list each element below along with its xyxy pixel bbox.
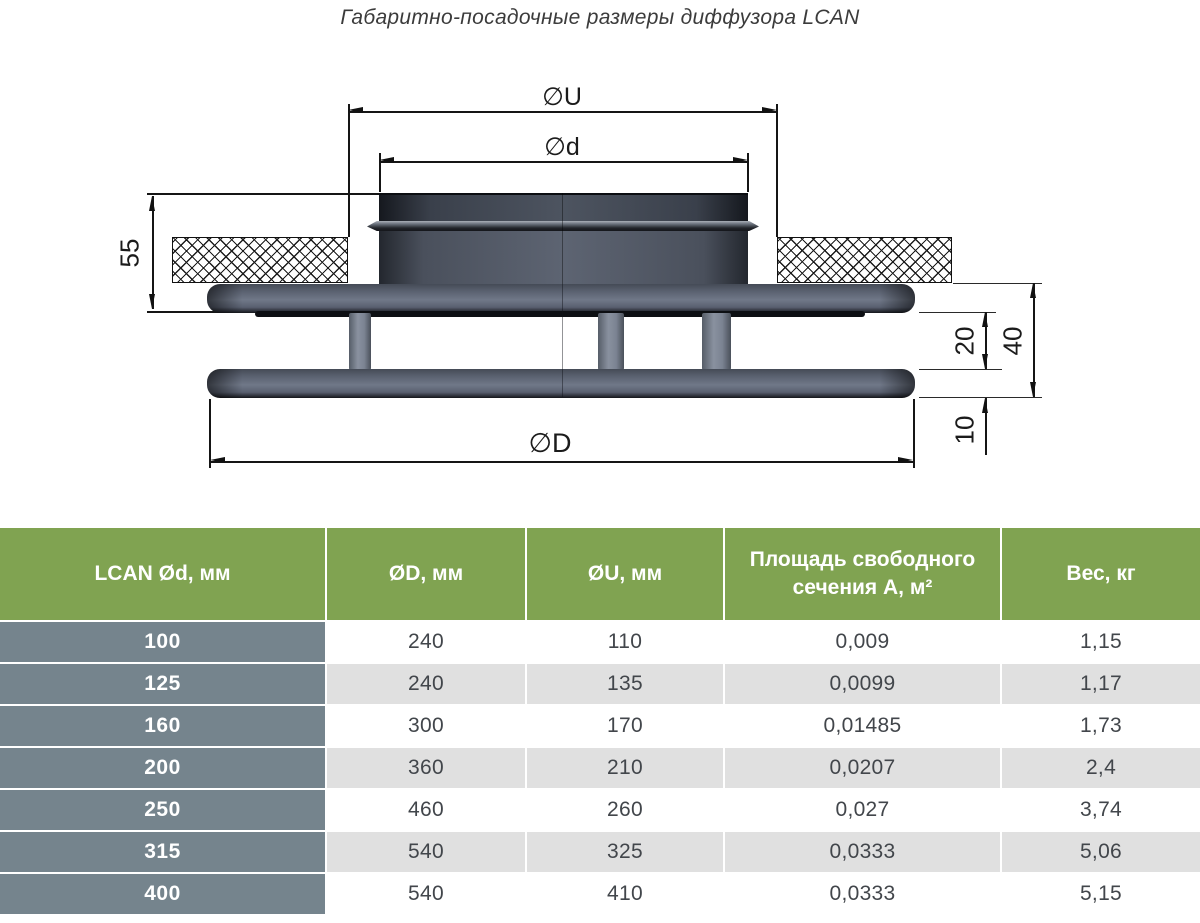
cell-D: 360 (327, 748, 525, 788)
table-row (0, 664, 1200, 704)
cell-size: 400 (0, 874, 325, 914)
cell-size: 315 (0, 832, 325, 872)
cell-size: 200 (0, 748, 325, 788)
cell-weight: 5,06 (1002, 832, 1200, 872)
cell-area: 0,01485 (725, 706, 1000, 746)
dim-label-20: 20 (949, 326, 980, 356)
table-header-U: ØU, мм (527, 528, 723, 620)
dim-label-40: 40 (997, 326, 1028, 356)
arrowhead (898, 457, 913, 463)
cell-U: 210 (527, 748, 723, 788)
cell-size: 160 (0, 706, 325, 746)
extension-line (919, 397, 1042, 398)
dim-label-10: 10 (949, 415, 980, 445)
extension-line (913, 399, 915, 468)
cell-weight: 1,15 (1002, 622, 1200, 662)
cell-U: 260 (527, 790, 723, 830)
table-row (0, 706, 1200, 746)
cell-weight: 3,74 (1002, 790, 1200, 830)
cell-U: 410 (527, 874, 723, 914)
extension-line (776, 104, 778, 237)
cell-weight: 2,4 (1002, 748, 1200, 788)
cell-D: 540 (327, 874, 525, 914)
upper-plate (207, 284, 915, 313)
arrowhead (982, 312, 988, 327)
collar-center-seam (562, 193, 563, 286)
extension-line (147, 193, 379, 195)
arrowhead (210, 457, 225, 463)
cell-weight: 1,73 (1002, 706, 1200, 746)
table-header-free-area: Площадь свободного сечения А, м² (725, 528, 1000, 620)
extension-line (919, 369, 1002, 370)
table-row (0, 832, 1200, 872)
arrowhead (379, 157, 394, 163)
cell-D: 300 (327, 706, 525, 746)
cell-weight: 5,15 (1002, 874, 1200, 914)
dim-label-D: ∅D (528, 428, 572, 458)
ceiling-hatch-left (172, 237, 348, 283)
table-row (0, 790, 1200, 830)
cell-weight: 1,17 (1002, 664, 1200, 704)
ceiling-hatch-right (777, 237, 952, 283)
table-row (0, 622, 1200, 662)
cell-area: 0,027 (725, 790, 1000, 830)
lower-plate (207, 369, 915, 398)
cell-U: 110 (527, 622, 723, 662)
standoff-post (702, 313, 731, 370)
arrowhead (348, 107, 363, 113)
table-header-D: ØD, мм (327, 528, 525, 620)
standoff-post (349, 313, 371, 370)
cell-area: 0,0333 (725, 874, 1000, 914)
table-row (0, 748, 1200, 788)
plate-underside-shadow (255, 311, 865, 317)
arrowhead (733, 157, 748, 163)
arrowhead (149, 294, 155, 309)
cell-U: 170 (527, 706, 723, 746)
cell-size: 100 (0, 622, 325, 662)
center-line (562, 284, 563, 397)
table-header-weight: Вес, кг (1002, 528, 1200, 620)
arrowhead (149, 196, 155, 211)
extension-line (348, 104, 350, 237)
cell-U: 325 (527, 832, 723, 872)
table-header-diameter: LCAN Ød, мм (0, 528, 325, 620)
cell-size: 250 (0, 790, 325, 830)
arrowhead (1030, 283, 1036, 298)
cell-D: 460 (327, 790, 525, 830)
collar-flange-ridge (367, 221, 759, 231)
diffuser-collar (379, 229, 748, 287)
dim-line-40 (1033, 283, 1035, 397)
cell-area: 0,009 (725, 622, 1000, 662)
standoff-post (598, 313, 624, 370)
cell-D: 240 (327, 664, 525, 704)
cell-area: 0,0099 (725, 664, 1000, 704)
cell-D: 240 (327, 622, 525, 662)
dim-line-D (210, 461, 913, 463)
cell-U: 135 (527, 664, 723, 704)
arrowhead (982, 398, 988, 413)
dim-label-55: 55 (114, 238, 145, 268)
dim-line-55 (152, 196, 154, 309)
cell-D: 540 (327, 832, 525, 872)
diffuser-spigot (379, 193, 748, 224)
extension-line (953, 283, 1042, 284)
cell-area: 0,0333 (725, 832, 1000, 872)
cell-area: 0,0207 (725, 748, 1000, 788)
table-row (0, 874, 1200, 914)
dim-label-d: ∅d (544, 133, 580, 161)
arrowhead (1030, 382, 1036, 397)
page-title: Габаритно-посадочные размеры диффузора LCAN (340, 6, 860, 29)
dim-label-u: ∅U (542, 83, 582, 111)
arrowhead (762, 107, 777, 113)
cell-size: 125 (0, 664, 325, 704)
arrowhead (982, 354, 988, 369)
